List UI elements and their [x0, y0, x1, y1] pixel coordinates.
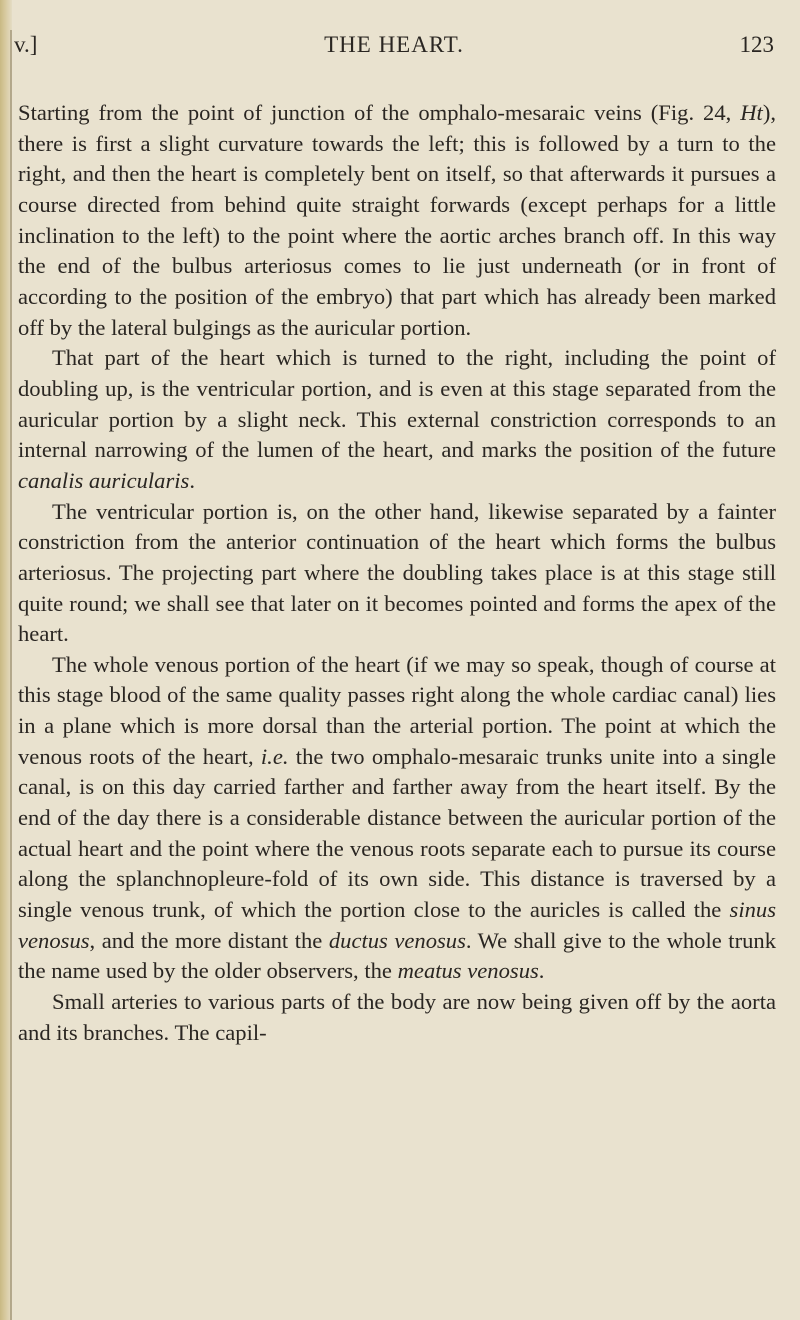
italic-term: i.e.: [260, 743, 289, 769]
italic-term: canalis auricularis: [18, 467, 190, 493]
text-run: The ventricular portion is, on the other hand, likewise separated by a fainter constriction from the anterior continuation of the heart which forms the bulbus arteriosus. The projecting part where the doubling takes place is at this stage still quite round; we shall see that later on it becomes pointed and forms the apex of the heart.: [18, 498, 776, 647]
italic-term: ductus venosus: [328, 927, 466, 953]
body-text: [18, 98, 776, 1048]
text-run: Starting from the point of junction of the omphalo-mesaraic veins (Fig. 24,: [18, 100, 741, 125]
paragraph-5: [18, 987, 776, 1048]
paragraph-2: [18, 343, 776, 496]
text-run: .: [538, 958, 545, 984]
text-run: ), there is first a slight curvature towards the left; this is followed by a turn to the right, and then the heart is completely bent on itself, so that afterwards it pursues a course directed from behind quite straight forwards (except perhaps for a little inclination to the left) to the point where the aortic arches branch off. In this way the end of the bulbus arteriosus comes to lie just underneath (or in front of according to the position of the embryo) that part which has already been marked off by the lateral bulgings as the auricular portion.: [18, 100, 776, 340]
text-run: The whole venous portion of the heart (if we may so speak, though of course at this stage blood of the same quality passes right along the whole cardiac canal) lies in a plane which is more dorsal than the arterial portion. The point at which the venous roots of the heart,: [18, 651, 776, 769]
text-run: That part of the heart which is turned to the right, including the point of doubling up, is the ventricular portion, and is even at this stage separated from the auricular portion by a slight neck. This external constriction corresponds to an internal narrowing of the lumen of the heart, and marks the position of the future: [18, 345, 776, 463]
text-run: Small arteries to various parts of the body are now being given off by the aorta and its branches. The capil-: [18, 989, 776, 1045]
text-run: , and the more distant the: [89, 927, 329, 953]
paragraph-4: [18, 650, 776, 987]
text-run: the two omphalo-mesaraic trunks unite into a single canal, is on this day carried farther and farther away from the heart itself. By the end of the day there is a considerable distance between the auricular portion of the actual heart and the point where the venous roots separate each to pursue its course along the splanchnopleure-fold of its own side. This distance is traversed by a single venous trunk, of which the portion close to the auricles is called the: [18, 743, 777, 923]
gutter-edge-line: [10, 30, 12, 1320]
running-title: THE HEART.: [324, 32, 464, 57]
chapter-number: v.]: [14, 32, 38, 57]
text-run: . We shall give to the whole trunk the name used by the older observers, the: [18, 927, 776, 984]
paragraph-1: [18, 98, 776, 343]
text-run: .: [189, 467, 195, 493]
italic-term: meatus venosus: [397, 958, 539, 984]
page-number: 123: [739, 32, 774, 57]
italic-term: sinus venosus: [18, 897, 776, 953]
italic-term: Ht: [740, 100, 763, 125]
running-head: [14, 26, 774, 66]
paragraph-3: [18, 497, 776, 650]
